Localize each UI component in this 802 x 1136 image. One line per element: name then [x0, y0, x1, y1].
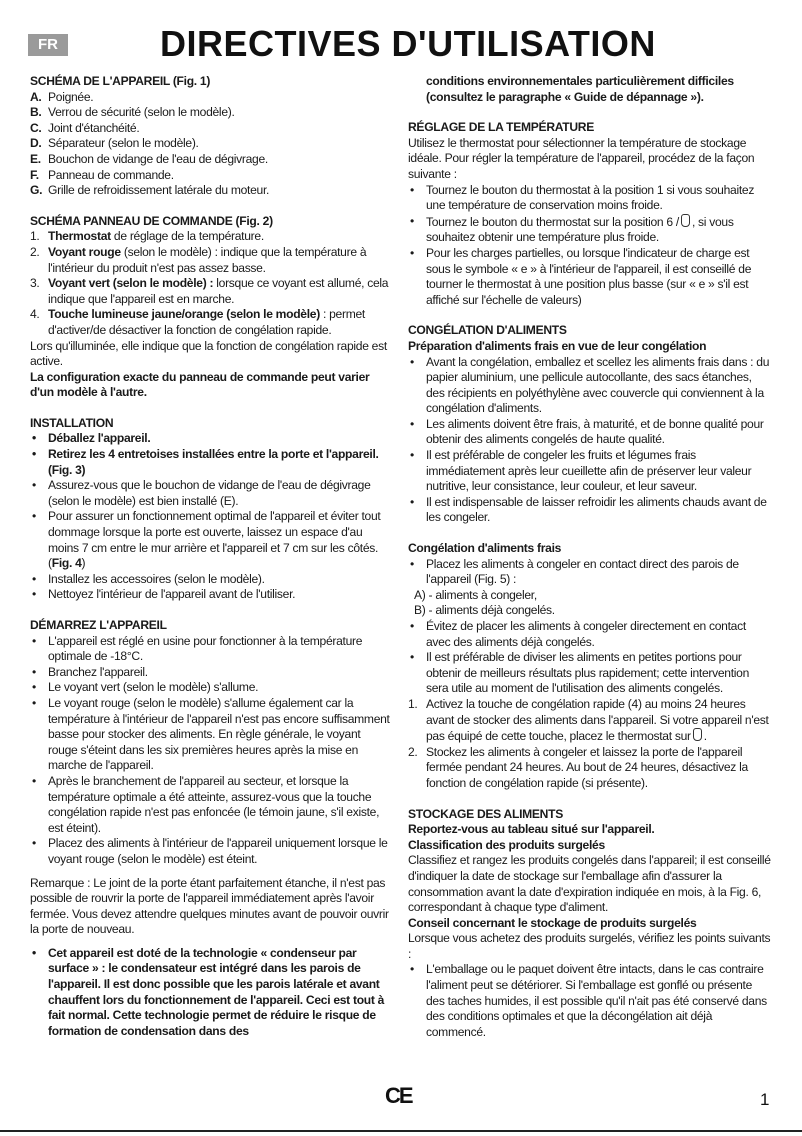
list-item: • Tournez le bouton du thermostat à la position 1 si vous souhaitez une température de conservation moins froide. [410, 182, 755, 213]
list-item: E. Bouchon de vidange de l'eau de dégivrage. [30, 151, 268, 166]
remark: Remarque : Le joint de la porte étant parfaitement étanche, il n'est pas possible de rouvrir la porte de l'appareil immédiatement après l'avoir fermée. Vous devez attendre quelques minutes avant de pouvoir ouvrir la porte de nouveau. [30, 875, 389, 937]
thermostat-max-icon [693, 728, 702, 741]
section-title-schema: SCHÉMA DE L'APPAREIL (Fig. 1) [30, 74, 211, 88]
list-item: • Les aliments doivent être frais, à maturité, et de bonne qualité pour obtenir des aliments congelés de haute qualité. [410, 416, 764, 447]
list-item: F. Panneau de commande. [30, 167, 174, 182]
list-item: • Pour les charges partielles, ou lorsque l'indicateur de charge est sous le symbole « e » à l'intérieur de l'appareil, il est conseillé de tourner le thermostat à une position plus basse (sur « e » s'il est affiché sur l'échelle de valeurs) [410, 245, 752, 307]
storage-subtitle: Classification des produits surgelés [408, 837, 605, 852]
freezing-subtitle: Préparation d'aliments frais en vue de leur congélation [408, 338, 707, 353]
list-item: 1. Thermostat de réglage de la température. [30, 229, 264, 244]
thermostat-max-icon [681, 214, 690, 227]
storage-paragraph: Classifiez et rangez les produits congelés dans l'appareil; il est conseillé d'indiquer la date de stockage sur l'emballage afin d'assurer la consommation avant la date d'expiration indiquée en mois, à la Fig. 6, correspondant à chaque type d'aliment. [408, 853, 771, 915]
list-item: • Retirez les 4 entretoises installées entre la porte et l'appareil. (Fig. 3) [32, 447, 379, 477]
list-item: 2. Voyant rouge (selon le modèle) : indique que la température à l'intérieur du produit n'est pas assez basse. [30, 244, 367, 275]
list-item: B. Verrou de sécurité (selon le modèle). [30, 105, 235, 120]
storage-subtitle: Reportez-vous au tableau situé sur l'appareil. [408, 822, 655, 837]
section-title-installation: INSTALLATION [30, 415, 114, 430]
panel-note-bold: La configuration exacte du panneau de commande peut varier d'un modèle à l'autre. [30, 369, 370, 400]
list-item: G. Grille de refroidissement latérale du moteur. [30, 183, 270, 198]
storage-paragraph: Lorsque vous achetez des produits surgelés, vérifiez les points suivants : [408, 931, 771, 961]
section-title-temperature: RÉGLAGE DE LA TEMPÉRATURE [408, 120, 595, 135]
list-item: • Nettoyez l'intérieur de l'appareil avant de l'utiliser. [32, 587, 296, 602]
section-title-freezing: CONGÉLATION D'ALIMENTS [408, 323, 567, 338]
list-item: A. Poignée. [30, 89, 94, 104]
panel-note: Lors qu'illuminée, elle indique que la fonction de congélation rapide est active. [30, 338, 387, 369]
list-item: • Avant la congélation, emballez et scellez les aliments frais dans : du papier aluminium, une pellicule autocollante, des sacs étanches, des récipients en polyéthylène avec couvercle qui conviennent à la congélation d'aliments. [410, 354, 770, 416]
list-item: • Pour assurer un fonctionnement optimal de l'appareil et éviter tout dommage lorsque la porte est ouverte, laissez un espace d'au moins 7 cm entre le mur arrière et l'appareil et 7 cm sur les côtés. (Fig. 4) [32, 509, 381, 571]
section-title-fresh: Congélation d'aliments frais [408, 541, 562, 556]
temp-intro: Utilisez le thermostat pour sélectionner la température de stockage idéale. Pour régler la température de l'appareil, procédez de la façon suivante : [408, 135, 755, 181]
list-item: • Il est préférable de diviser les aliments en petites portions pour obtenir de meilleurs résultats plus rapidement; cette intervention sera utile au moment de l'utilisation des aliments congelés. [410, 650, 750, 696]
ce-mark-logo: CE [385, 1083, 412, 1108]
list-item: • Placez les aliments à congeler en contact direct des parois de l'appareil (Fig. 5) : [410, 556, 739, 587]
section-title-panel: SCHÉMA PANNEAU DE COMMANDE (Fig. 2) [30, 213, 273, 228]
language-badge: FR [28, 34, 68, 56]
left-column [30, 74, 392, 1039]
list-item: • L'appareil est réglé en usine pour fonctionner à la température optimale de -18°C. [32, 633, 363, 664]
page-title: DIRECTIVES D'UTILISATION [160, 23, 656, 64]
list-item: • Il est préférable de congeler les fruits et légumes frais immédiatement après leur cueillette afin de préserver leur valeur nutritive, leur consistance, leur couleur, et leur saveur. [410, 448, 752, 494]
list-item: • Le voyant vert (selon le modèle) s'allume. [32, 680, 259, 695]
list-item: • Il est indispensable de laisser refroidir les aliments chauds avant de les congeler. [410, 494, 767, 525]
list-item: • L'emballage ou le paquet doivent être intacts, dans le cas contraire l'aliment peut se détériorer. Si l'emballage est gonflé ou présente des taches humides, il est possible qu'il n'ait pas été conservé dans des conditions optimales et que la décongélation ait déjà commencé. [410, 962, 767, 1039]
list-item: • Placez des aliments à l'intérieur de l'appareil uniquement lorsque le voyant rouge (selon le modèle) est éteint. [32, 836, 388, 866]
right-column [408, 74, 773, 1040]
list-item: 1. Activez la touche de congélation rapide (4) au moins 24 heures avant de stocker des aliments dans l'appareil. Si votre appareil n'est pas équipé de cette touche, placez le thermostat sur . [408, 696, 769, 744]
list-subitem: A) - aliments à congeler, [414, 587, 537, 602]
list-item: 4. Touche lumineuse jaune/orange (selon le modèle) : permet d'activer/de désactiver la fonction de congélation rapide. [30, 307, 365, 337]
bottom-divider [0, 1130, 802, 1132]
list-item: • Tournez le bouton du thermostat sur la position 6 / , si vous souhaitez obtenir une température plus froide. [410, 213, 734, 245]
list-item: C. Joint d'étanchéité. [30, 120, 140, 135]
list-item: D. Séparateur (selon le modèle). [30, 136, 199, 151]
list-item: • Le voyant rouge (selon le modèle) s'allume également car la température à l'intérieur de l'appareil n'est pas encore suffisamment basse pour stocker des aliments. En règle générale, le voyant rouge s'éteint dans les six premières heures après la mise en marche de l'appareil. [32, 695, 390, 773]
list-item: • Assurez-vous que le bouchon de vidange de l'eau de dégivrage (selon le modèle) est bien installé (E). [32, 478, 371, 508]
list-item: • Évitez de placer les aliments à congeler directement en contact avec des aliments déjà congelés. [410, 619, 746, 649]
list-item: • Branchez l'appareil. [32, 664, 148, 679]
list-item: • Déballez l'appareil. [32, 431, 151, 446]
condenser-continued: conditions environnementales particulièrement difficiles (consultez le paragraphe « Guide de dépannage »). [426, 74, 734, 104]
storage-subtitle: Conseil concernant le stockage de produits surgelés [408, 915, 697, 930]
page-number: 1 [760, 1090, 770, 1109]
list-item: • Après le branchement de l'appareil au secteur, et lorsque la température optimale a été atteinte, assurez-vous que la touche congélation rapide n'est pas enfoncée (le témoin jaune, s'il existe, est éteint). [32, 773, 380, 835]
list-item: 3. Voyant vert (selon le modèle) : lorsque ce voyant est allumé, cela indique que l'appareil est en marche. [30, 276, 389, 306]
list-item: • Cet appareil est doté de la technologie « condenseur par surface » : le condensateur est intégré dans les parois de l'appareil. Il est donc possible que les parois latérale et avant chauffent lors du fonctionnement de l'appareil. Ceci est tout à fait normal. Cette technologie permet de réduire le risque de formation de condensation dans des [32, 945, 385, 1038]
list-item: 2. Stockez les aliments à congeler et laissez la porte de l'appareil fermée pendant 24 heures. Au bout de 24 heures, désactivez la fonction de congélation rapide (si présente). [408, 744, 748, 790]
section-title-storage: STOCKAGE DES ALIMENTS [408, 806, 563, 821]
section-title-start: DÉMARREZ L'APPAREIL [30, 618, 167, 632]
list-item: • Installez les accessoires (selon le modèle). [32, 571, 265, 586]
schema-list [30, 90, 392, 199]
list-subitem: B) - aliments déjà congelés. [414, 603, 555, 618]
